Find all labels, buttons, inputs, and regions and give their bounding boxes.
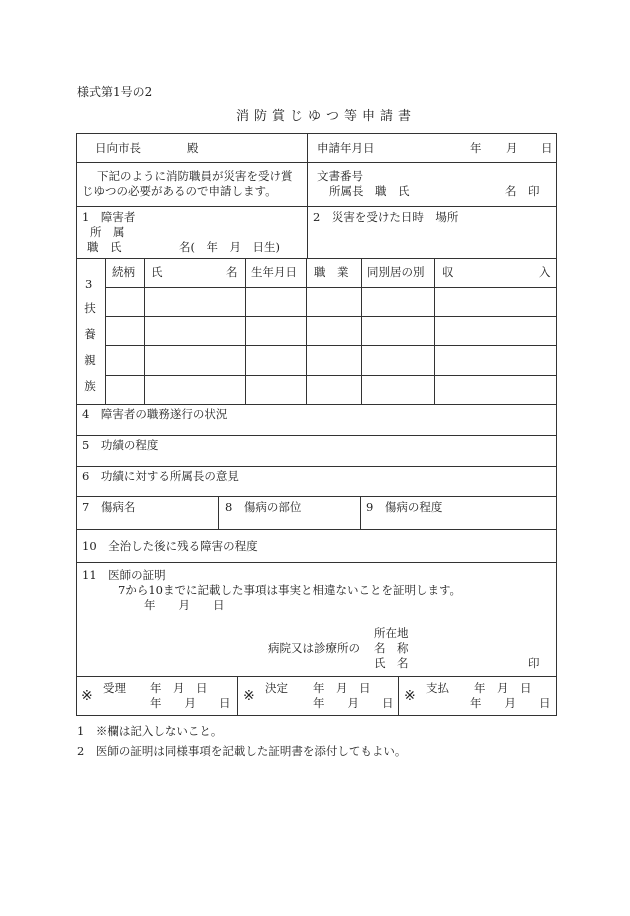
doctor-seal-label: 印 <box>528 656 540 670</box>
section-3-vertical-char: 親 <box>84 353 96 367</box>
section-4-heading: 4 障害者の職務遂行の状況 <box>82 407 228 421</box>
hospital-name-label: 名 称 <box>374 641 409 655</box>
section-2-heading: 2 災害を受けた日時 場所 <box>313 210 459 224</box>
application-date-month: 月 <box>506 141 518 155</box>
request-text-line1: 下記のように消防職員が災害を受け賞 <box>97 169 293 183</box>
document-number-label: 文書番号 <box>317 169 363 183</box>
column-header-income-1: 収 <box>442 265 454 279</box>
office-use-mark: ※ <box>404 688 416 704</box>
section-7-heading: 7 傷病名 <box>82 500 136 514</box>
application-date-day: 日 <box>541 141 553 155</box>
name-seal-label: 名 印 <box>505 184 540 198</box>
section-3-vertical-char: 養 <box>84 327 96 341</box>
page-title: 消防賞じゆつ等申請書 <box>236 109 417 124</box>
section-1-affiliation: 所 属 <box>90 225 125 239</box>
payment-date-upper: 年 月 日 <box>474 681 532 695</box>
section-1-heading: 1 障害者 <box>82 210 136 224</box>
receipt-date-upper: 年 月 日 <box>150 681 208 695</box>
column-header-surname: 氏 <box>151 265 163 279</box>
hospital-location-label: 所在地 <box>374 626 409 640</box>
application-date-label: 申請年月日 <box>317 141 375 155</box>
addressee: 日向市長 <box>95 141 141 155</box>
section-6-heading: 6 功績に対する所属長の意見 <box>82 469 239 483</box>
decision-label: 決定 <box>265 681 288 695</box>
column-header-cohabitation: 同別居の別 <box>367 265 425 279</box>
application-date-year: 年 <box>470 141 482 155</box>
receipt-label: 受理 <box>103 681 126 695</box>
payment-label: 支払 <box>426 681 449 695</box>
section-1-name-line: 職 氏 名( 年 月 日生) <box>87 240 280 254</box>
form-number: 様式第1号の2 <box>77 85 153 99</box>
section-3-vertical-label <box>82 303 98 407</box>
section-11-date: 年 月 日 <box>144 598 225 612</box>
section-8-heading: 8 傷病の部位 <box>225 500 302 514</box>
section-3-number: 3 <box>85 277 93 291</box>
affiliation-head-label: 所属長 職 氏 <box>329 184 410 198</box>
decision-date-upper: 年 月 日 <box>313 681 371 695</box>
section-3-vertical-char: 扶 <box>84 301 96 315</box>
office-use-mark: ※ <box>81 688 93 704</box>
section-11-statement: 7から10までに記載した事項は事実と相違ないことを証明します。 <box>118 583 462 597</box>
section-5-heading: 5 功績の程度 <box>82 438 159 452</box>
hospital-label: 病院又は診療所の <box>268 641 360 655</box>
section-10-heading: 10 全治した後に残る障害の程度 <box>82 539 258 553</box>
column-header-income-2: 入 <box>539 265 551 279</box>
decision-date-lower: 年 月 日 <box>313 696 394 710</box>
section-3-vertical-char: 族 <box>84 379 96 393</box>
column-header-relation: 続柄 <box>112 265 135 279</box>
office-use-mark: ※ <box>243 688 255 704</box>
section-9-heading: 9 傷病の程度 <box>366 500 443 514</box>
receipt-date-lower: 年 月 日 <box>150 696 231 710</box>
note-item: 2 医師の証明は同様事項を記載した証明書を添付してもよい。 <box>77 744 407 758</box>
section-11-heading: 11 医師の証明 <box>82 568 166 582</box>
column-header-given-name: 名 <box>226 265 238 279</box>
doctor-name-label: 氏 名 <box>374 656 409 670</box>
note-item: 1 ※欄は記入しないこと。 <box>77 724 223 738</box>
request-text-line2: じゆつの必要があるので申請します。 <box>82 184 277 198</box>
column-header-occupation: 職 業 <box>314 265 349 279</box>
column-header-birthdate: 生年月日 <box>251 265 297 279</box>
payment-date-lower: 年 月 日 <box>470 696 551 710</box>
addressee-honorific: 殿 <box>187 141 199 155</box>
